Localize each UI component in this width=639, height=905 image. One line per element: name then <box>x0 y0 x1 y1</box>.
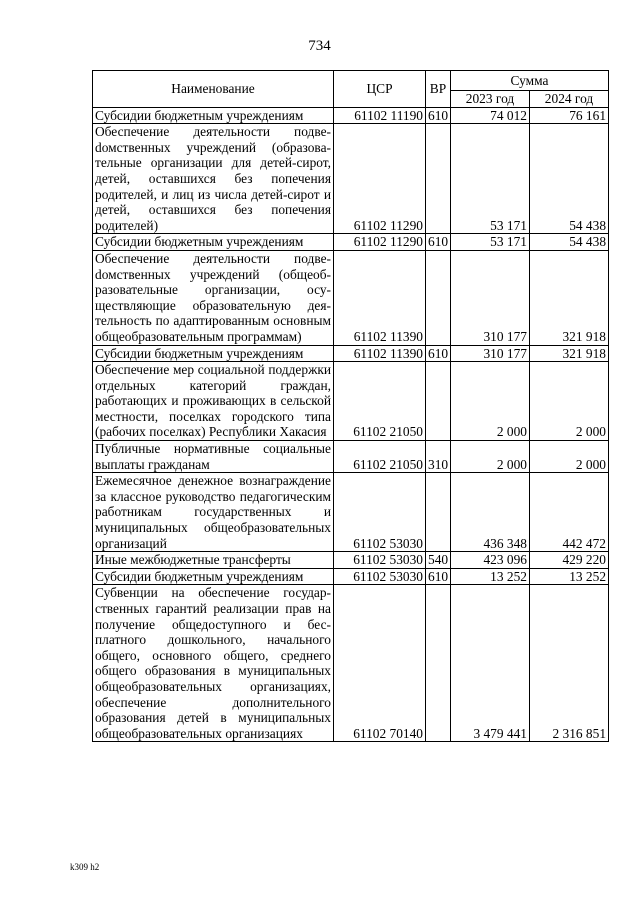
row-amount-2024: 442 472 <box>530 473 609 552</box>
row-amount-2024: 321 918 <box>530 250 609 345</box>
table-body <box>93 107 609 742</box>
row-amount-2024: 2 316 851 <box>530 585 609 742</box>
row-vr: 310 <box>426 441 451 473</box>
table-row <box>93 441 609 473</box>
budget-table <box>92 70 609 742</box>
row-amount-2024: 54 438 <box>530 124 609 234</box>
table-row <box>93 473 609 552</box>
header-csr: ЦСР <box>334 71 426 108</box>
row-name: Субсидии бюджетным учреждениям <box>93 345 334 362</box>
row-amount-2023: 53 171 <box>451 234 530 251</box>
row-name: Ежемесячное денежное вознаграждение за классное руководство педагогическим работникам государственных и муниципальных общеобразовательных организаций <box>93 473 334 552</box>
table-row <box>93 552 609 569</box>
row-amount-2024: 76 161 <box>530 107 609 124</box>
row-amount-2023: 13 252 <box>451 568 530 585</box>
table-row <box>93 585 609 742</box>
row-name: Обеспечение деятельности подвеdомственных учреждений (образовательные организации для детей-сирот, детей, оставшихся без попечения родителей, и лиц из числа детей-сирот и детей, оставшихся без попечения родителей) <box>93 124 334 234</box>
row-vr: 610 <box>426 568 451 585</box>
row-csr: 61102 11290 <box>334 124 426 234</box>
page-number: 734 <box>308 38 331 54</box>
row-vr <box>426 362 451 441</box>
row-csr: 61102 53030 <box>334 552 426 569</box>
row-csr: 61102 11190 <box>334 107 426 124</box>
table-row <box>93 345 609 362</box>
row-name: Субсидии бюджетным учреждениям <box>93 234 334 251</box>
row-amount-2024: 2 000 <box>530 441 609 473</box>
row-vr: 610 <box>426 234 451 251</box>
row-name: Субсидии бюджетным учреждениям <box>93 568 334 585</box>
header-vr: ВР <box>426 71 451 108</box>
row-amount-2024: 429 220 <box>530 552 609 569</box>
header-year-2023: 2023 год <box>451 91 530 108</box>
table-row <box>93 362 609 441</box>
row-amount-2024: 2 000 <box>530 362 609 441</box>
footer-code: k309 h2 <box>70 862 100 872</box>
row-vr <box>426 250 451 345</box>
row-name: Иные межбюджетные трансферты <box>93 552 334 569</box>
row-amount-2023: 2 000 <box>451 362 530 441</box>
row-amount-2023: 310 177 <box>451 250 530 345</box>
table-row <box>93 568 609 585</box>
row-amount-2024: 13 252 <box>530 568 609 585</box>
row-csr: 61102 21050 <box>334 362 426 441</box>
row-vr: 610 <box>426 107 451 124</box>
row-csr: 61102 70140 <box>334 585 426 742</box>
row-vr <box>426 124 451 234</box>
row-name: Публичные нормативные социальные выплаты гражданам <box>93 441 334 473</box>
table-row <box>93 107 609 124</box>
row-amount-2023: 423 096 <box>451 552 530 569</box>
row-name: Обеспечение мер социальной поддержки отдельных категорий граждан, работающих и проживающих в сельской местности, поселках городского типа (рабочих поселках) Республики Хакасия <box>93 362 334 441</box>
row-vr <box>426 473 451 552</box>
row-amount-2023: 2 000 <box>451 441 530 473</box>
row-name: Субвенции на обеспечение государственных гарантий реализации прав на получение общедоступного и бесплатного дошкольного, начального общего, основного общего, среднего общего образования в муниципальных общеобразовательных организациях, обеспечение дополнительного образования детей в муниципальных общеобразовательных организациях <box>93 585 334 742</box>
row-csr: 61102 21050 <box>334 441 426 473</box>
header-year-2024: 2024 год <box>530 91 609 108</box>
row-csr: 61102 11290 <box>334 234 426 251</box>
row-csr: 61102 53030 <box>334 568 426 585</box>
row-csr: 61102 53030 <box>334 473 426 552</box>
header-name: Наименование <box>93 71 334 108</box>
table-row <box>93 250 609 345</box>
row-name: Субсидии бюджетным учреждениям <box>93 107 334 124</box>
row-amount-2024: 321 918 <box>530 345 609 362</box>
row-amount-2023: 53 171 <box>451 124 530 234</box>
table-row <box>93 124 609 234</box>
row-name: Обеспечение деятельности подвеdомственных учреждений (общеобразовательные организации, осуществляющие образовательную деятельность по адаптированным основным общеобразовательным программам) <box>93 250 334 345</box>
row-amount-2023: 310 177 <box>451 345 530 362</box>
row-amount-2024: 54 438 <box>530 234 609 251</box>
row-vr: 540 <box>426 552 451 569</box>
row-vr <box>426 585 451 742</box>
row-amount-2023: 74 012 <box>451 107 530 124</box>
row-amount-2023: 3 479 441 <box>451 585 530 742</box>
row-csr: 61102 11390 <box>334 345 426 362</box>
header-sum: Сумма <box>451 71 609 91</box>
table-row <box>93 234 609 251</box>
row-csr: 61102 11390 <box>334 250 426 345</box>
row-vr: 610 <box>426 345 451 362</box>
row-amount-2023: 436 348 <box>451 473 530 552</box>
